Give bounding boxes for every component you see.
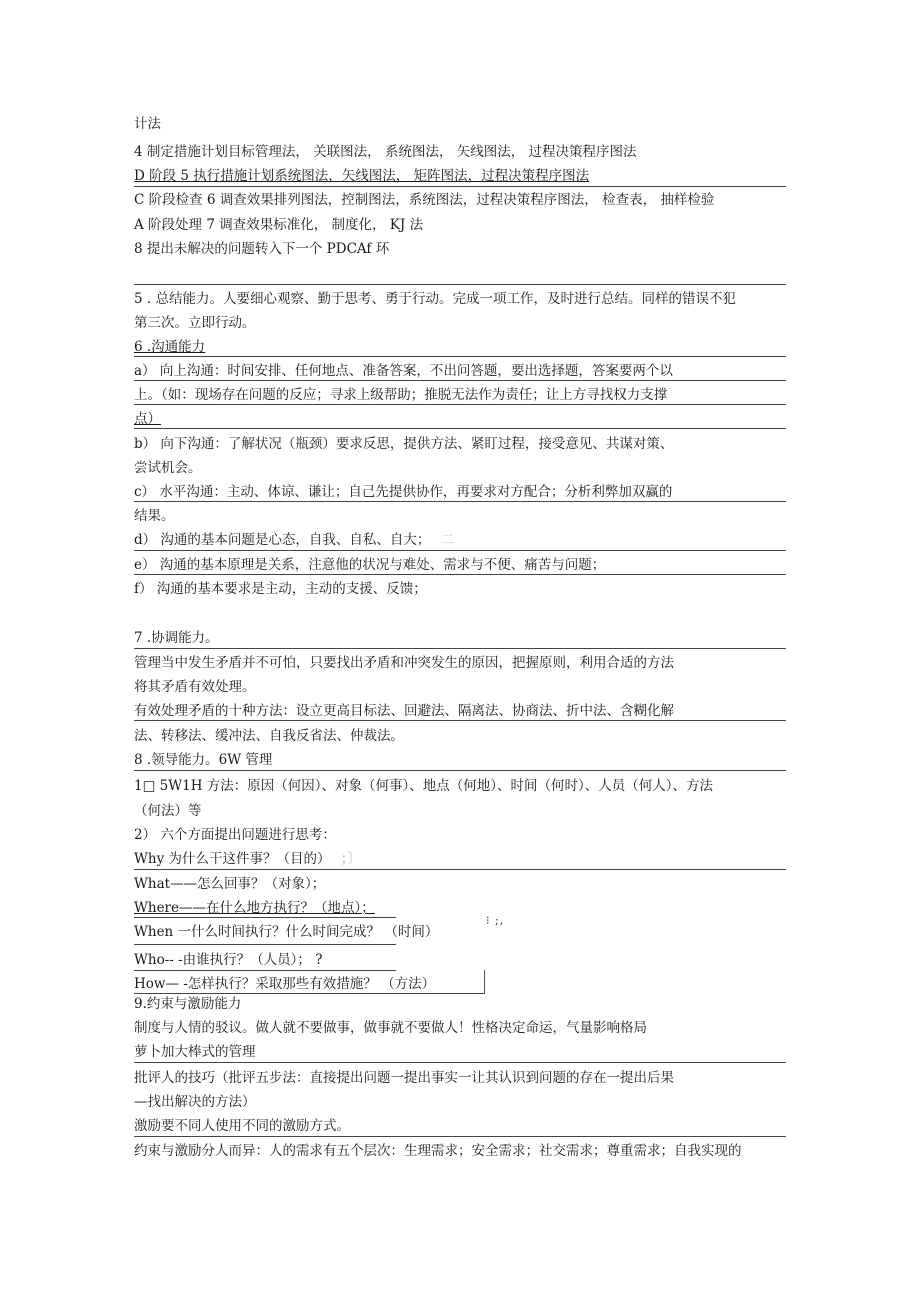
divider-line xyxy=(134,648,786,649)
text-line: 管理当中发生矛盾并不可怕，只要找出矛盾和冲突发生的原因，把握原则，利用合适的方法 xyxy=(134,655,674,671)
text-line: 制度与人情的驳议。做人就不要做事，做事就不要做人！性格决定命运，气量影响格局 xyxy=(134,1020,647,1036)
text-line: 尝试机会。 xyxy=(134,460,202,476)
text-line: 5 . 总结能力。人要细心观察、勤于思考、勇于行动。完成一项工作，及时进行总结。同样的错误不犯 xyxy=(134,291,736,307)
section-heading: 6 .沟通能力 xyxy=(134,339,206,355)
text-line: D 阶段 5 执行措施计划系统图法，矢线图法， 矩阵图法，过程决策程序图法 xyxy=(134,168,590,184)
text-line: 8 提出未解决的问题转入下一个 PDCAf 环 xyxy=(134,241,390,257)
divider-line xyxy=(134,1062,786,1063)
divider-line xyxy=(134,186,786,187)
text-line: 结果。 xyxy=(134,508,175,524)
text-line xyxy=(134,531,454,549)
divider-line xyxy=(134,428,786,429)
divider-line xyxy=(134,356,786,357)
text-line: 2） 六个方面提出问题进行思考： xyxy=(134,827,336,843)
text-line: a） 向上沟通：时间安排、任何地点、准备答案，不出问答题，要出选择题，答案要两个以 xyxy=(134,363,673,379)
text-segment: d） 沟通的基本问题是心态，自我、自私、自大； xyxy=(134,532,431,548)
text-line: 4 制定措施计划目标管理法， 关联图法， 系统图法， 矢线图法， 过程决策程序图法 xyxy=(134,144,637,160)
text-line: 上。（如：现场存在问题的反应；寻求上级帮助；推脱无法作为责任；让上方寻找权力支撑 xyxy=(134,387,668,403)
text-line: 计法 xyxy=(134,116,161,132)
text-line: When 一什么时间执行？什么时间完成？ （时间） xyxy=(134,924,439,940)
text-line: 第三次。立即行动。 xyxy=(134,315,256,331)
text-line: —找出解决的方法） xyxy=(134,1094,256,1110)
faint-mark: 二 xyxy=(440,532,455,548)
divider-line xyxy=(134,1136,786,1137)
text-line: What——怎么回事？（对象）； xyxy=(134,876,326,892)
divider-line xyxy=(484,970,485,994)
text-line: 有效处理矛盾的十种方法：设立更高目标法、回避法、隔离法、协商法、折中法、含糊化解 xyxy=(134,703,674,719)
text-line: 将其矛盾有效处理。 xyxy=(134,679,256,695)
divider-line xyxy=(134,501,786,502)
text-line: 点） xyxy=(134,411,161,427)
divider-line xyxy=(134,944,396,945)
text-line: e） 沟通的基本原理是关系，注意他的状况与难处、需求与不便、痛苦与问题； xyxy=(134,557,606,573)
divider-line xyxy=(134,550,786,551)
text-line: C 阶段检查 6 调查效果排列图法，控制图法，系统图法，过程决策程序图法， 检查表， 抽样检验 xyxy=(134,192,715,208)
faint-mark: ；〕 xyxy=(340,851,362,867)
text-line xyxy=(134,850,361,868)
divider-line xyxy=(134,869,786,870)
text-line: Who-- -由谁执行？（人员）； ? xyxy=(134,952,323,968)
section-heading: 7 .协调能力。 xyxy=(134,630,219,646)
text-line: c） 水平沟通：主动、体谅、谦让；自己先提供协作，再要求对方配合；分析利弊加双赢的 xyxy=(134,484,673,500)
text-line: 激励要不同人使用不同的激励方式。 xyxy=(134,1118,350,1134)
section-heading: 9.约束与激励能力 xyxy=(134,996,242,1012)
text-line: Where——在什么地方执行？（地点）； xyxy=(134,900,375,916)
divider-line xyxy=(134,993,484,994)
text-line: b） 向下沟通：了解状况（瓶颈）要求反思，提供方法、紧盯过程，接受意见、共谋对策、 xyxy=(134,436,674,452)
divider-line xyxy=(134,970,396,971)
text-line: How— -怎样执行？采取那些有效措施？ （方法） xyxy=(134,976,436,992)
divider-line xyxy=(134,404,786,405)
text-segment: Why 为什么干这件事？（目的） xyxy=(134,851,331,867)
text-line: （何法）等 xyxy=(134,803,202,819)
section-heading: 8 .领导能力。6W 管理 xyxy=(134,752,273,768)
text-line: 法、转移法、缓冲法、自我反省法、仲裁法。 xyxy=(134,728,404,744)
divider-line xyxy=(134,770,786,771)
divider-line xyxy=(134,380,786,381)
text-line: f） 沟通的基本要求是主动，主动的支援、反馈； xyxy=(134,581,427,597)
divider-line xyxy=(134,720,786,721)
text-line: A 阶段处理 7 调查效果标准化， 制度化， KJ 法 xyxy=(134,217,424,233)
text-line: 萝卜加大棒式的管理 xyxy=(134,1044,256,1060)
divider-line xyxy=(134,574,786,575)
text-line: 批评人的技巧（批评五步法：直接提出问题一提出事实一让其认识到问题的存在一提出后果 xyxy=(134,1070,674,1086)
text-line: 约束与激励分人而异：人的需求有五个层次：生理需求；安全需求；社交需求；尊重需求；自我实现的 xyxy=(134,1143,742,1159)
divider-line xyxy=(134,917,396,918)
divider-line xyxy=(134,284,786,285)
stray-marks: ⁝ ;, xyxy=(486,914,505,927)
text-line: 1□ 5W1H 方法：原因（何因）、对象（何事）、地点（何地）、时间（何时）、人员（何人）、方法 xyxy=(134,778,714,794)
